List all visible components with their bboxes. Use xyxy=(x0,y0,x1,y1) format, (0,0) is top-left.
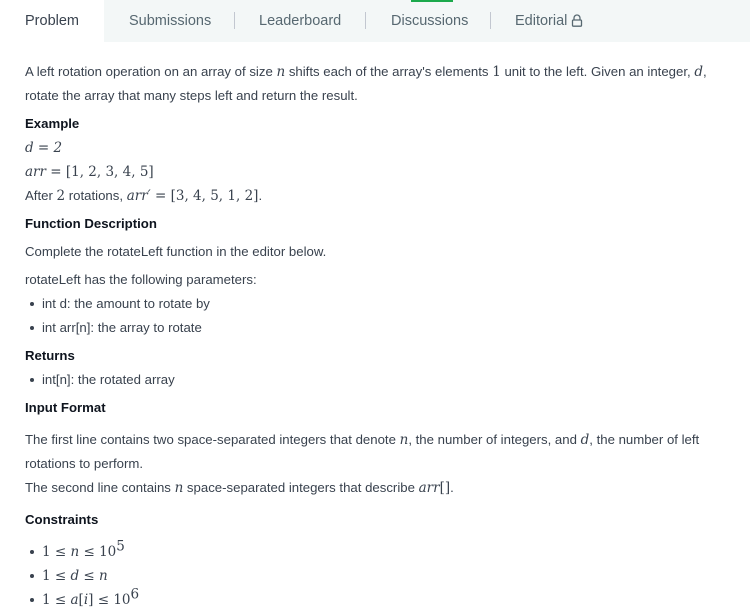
list-item: $1 \le a[i] \le 10^6$ xyxy=(25,588,725,612)
example-result: After 2 rotations, arr′ = [3, 4, 5, 1, 2]. xyxy=(25,188,263,204)
tab-leaderboard[interactable]: Leaderboard xyxy=(259,13,342,29)
lock-icon xyxy=(571,14,583,27)
tab-problem[interactable]: Problem xyxy=(0,0,104,42)
parameters-intro: rotateLeft has the following parameters: xyxy=(25,272,257,287)
tab-discussions[interactable]: Discussions xyxy=(391,13,469,29)
function-description-heading: Function Description xyxy=(25,216,157,231)
example-arr-value: arr = [1, 2, 3, 4, 5] xyxy=(25,164,154,180)
problem-statement xyxy=(25,60,725,612)
returns-heading: Returns xyxy=(25,348,75,363)
input-format-heading: Input Format xyxy=(25,400,106,415)
problem-tabs-bar xyxy=(0,0,750,42)
list-item: $1 \le n \le 10^5$ xyxy=(25,540,725,564)
list-item: int[n]: the rotated array xyxy=(25,368,725,392)
example-d-value: d = 2 xyxy=(25,140,63,156)
input-format-line-2: The second line contains n space-separated integers that describe arr[]. xyxy=(25,480,454,496)
input-format-line-1: The first line contains two space-separated integers that denote n, the number of integers, and d, the number of left rotations to perform. xyxy=(25,432,700,471)
constraints-list xyxy=(25,540,725,612)
tab-submissions[interactable]: Submissions xyxy=(129,13,212,29)
tab-editorial[interactable] xyxy=(515,0,583,42)
list-item: int arr[n]: the array to rotate xyxy=(25,316,725,340)
problem-intro: A left rotation operation on an array of size n shifts each of the array's elements 1 unit to the left. Given an integer, d, rotate the array that many steps left and return the result. xyxy=(25,64,707,103)
list-item: 1 ≤ d ≤ n xyxy=(25,564,725,588)
tab-divider xyxy=(365,12,366,29)
constraints-heading: Constraints xyxy=(25,512,99,527)
parameters-list xyxy=(25,292,725,340)
example-heading: Example xyxy=(25,116,80,131)
returns-list xyxy=(25,368,725,392)
function-description-text: Complete the rotateLeft function in the editor below. xyxy=(25,244,327,259)
tab-divider xyxy=(490,12,491,29)
tab-editorial-label: Editorial xyxy=(515,13,568,29)
list-item: int d: the amount to rotate by xyxy=(25,292,725,316)
tab-divider xyxy=(234,12,235,29)
